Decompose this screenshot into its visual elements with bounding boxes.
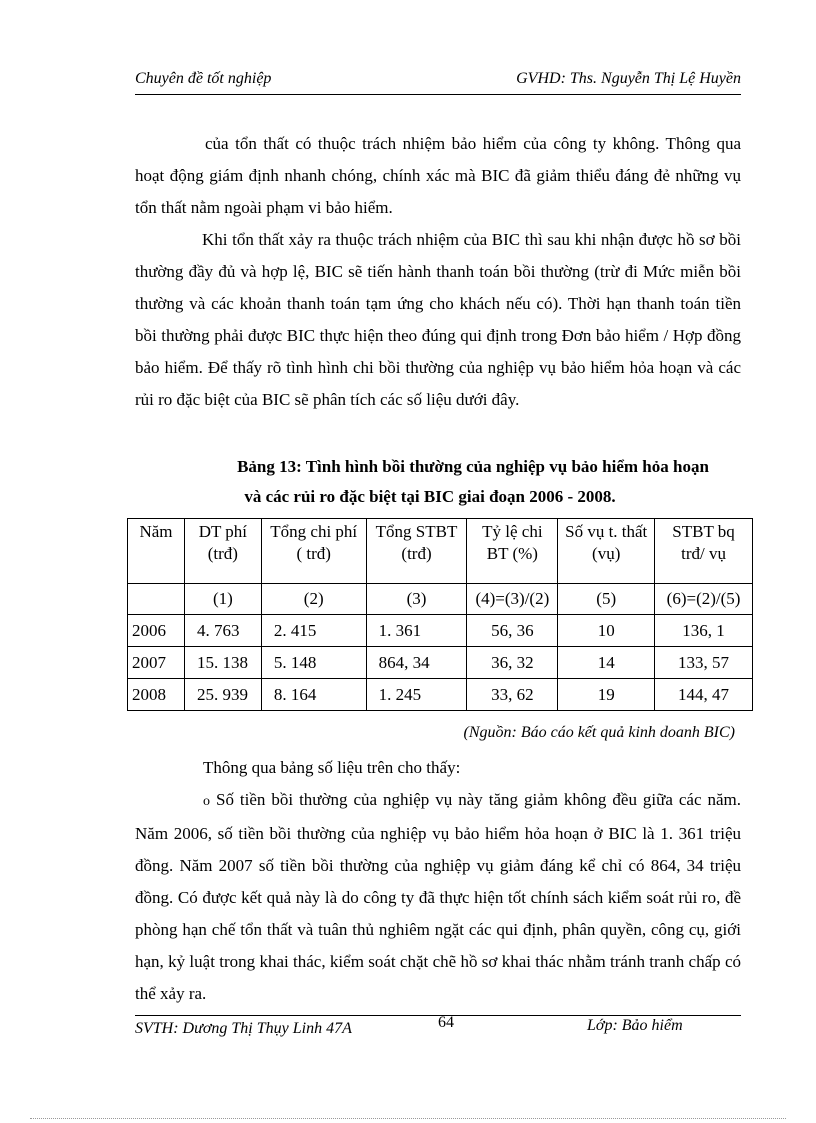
paragraph-analysis-bullet [135,784,741,1010]
column-header: Tổng chi phí ( trđ) [261,519,366,584]
table-cell: 136, 1 [655,615,753,647]
column-header: Năm [128,519,185,584]
page-header [135,70,741,92]
table-cell: 25. 939 [184,679,261,711]
paragraph-intro-analysis: Thông qua bảng số liệu trên cho thấy: [203,758,461,777]
table-cell: 2. 415 [261,615,366,647]
paragraph-claims-payment: Khi tổn thất xảy ra thuộc trách nhiệm của BIC thì sau khi nhận được hồ sơ bồi thường đầy đủ và hợp lệ, BIC sẽ tiến hành thanh toán bồi thường (trừ đi Mức miễn bồi thường và các khoản thanh toán tạm ứng cho khách nếu có). Thời hạn thanh toán tiền bồi thường phải được BIC thực hiện theo đúng qui định trong Đơn bảo hiểm / Hợp đồng bảo hiểm. Để thấy rõ tình hình chi bồi thường của nghiệp vụ bảo hiểm hỏa hoạn và các rủi ro đặc biệt của BIC sẽ phân tích các số liệu dưới đây. [135,230,741,409]
table-cell: (5) [558,584,655,615]
table-formula-row [128,584,753,615]
table-cell: 4. 763 [184,615,261,647]
table-cell: 10 [558,615,655,647]
table-cell: 2008 [128,679,185,711]
table-cell: (2) [261,584,366,615]
footer-student: SVTH: Dương Thị Thụy Linh 47A [135,1020,352,1037]
table-cell: 15. 138 [184,647,261,679]
table-cell: 33, 62 [467,679,558,711]
bullet-circle-icon: o [203,794,210,809]
table-cell: 19 [558,679,655,711]
table-cell: 864, 34 [366,647,467,679]
page-number: 64 [438,1014,454,1031]
column-header: DT phí (trđ) [184,519,261,584]
table-caption-line2: và các rủi ro đặc biệt tại BIC giai đoạn 2006 - 2008. [244,487,616,506]
header-course-title: Chuyên đề tốt nghiệp [135,70,272,87]
claims-table [127,518,753,711]
paragraph-assessment: của tổn thất có thuộc trách nhiệm bảo hiểm của công ty không. Thông qua hoạt động giám định nhanh chóng, chính xác mà BIC đã giảm thiểu đáng đẻ những vụ tổn thất nằm ngoài phạm vi bảo hiểm. [135,134,741,217]
table-row [128,615,753,647]
table-row [128,679,753,711]
table-caption-line1: Bảng 13: Tình hình bồi thường của nghiệp vụ bảo hiểm hỏa hoạn [237,457,709,476]
column-header: STBT bq trđ/ vụ [655,519,753,584]
bullet-text: Số tiền bồi thường của nghiệp vụ này tăng giảm không đều giữa các năm. Năm 2006, số tiền bồi thường của nghiệp vụ bảo hiểm hỏa hoạn ở BIC là 1. 361 triệu đồng. Năm 2007 số tiền bồi thường của nghiệp vụ giảm đáng kể chỉ có 864, 34 triệu đồng. Có được kết quả này là do công ty đã thực hiện tốt chính sách kiểm soát rủi ro, đề phòng hạn chế tổn thất và tuân thủ nghiêm ngặt các qui định, phân quyền, công cụ, giới hạn, kỷ luật trong khai thác, kiểm soát chặt chẽ hồ sơ khai thác nhằm tránh tranh chấp có thể xảy ra. [135,790,741,1003]
column-header: Số vụ t. thất (vụ) [558,519,655,584]
table-cell: 14 [558,647,655,679]
table-cell: 1. 245 [366,679,467,711]
table-cell: 8. 164 [261,679,366,711]
table-cell: (1) [184,584,261,615]
header-divider [135,94,741,95]
table-cell: 2006 [128,615,185,647]
column-header: Tổng STBT (trđ) [366,519,467,584]
table-cell: 56, 36 [467,615,558,647]
table-cell: 2007 [128,647,185,679]
header-supervisor: GVHD: Ths. Nguyễn Thị Lệ Huyền [516,70,741,87]
footer-class: Lớp: Bảo hiểm [587,1017,683,1034]
table-cell: 144, 47 [655,679,753,711]
page-break-line [30,1118,786,1119]
table-cell: 133, 57 [655,647,753,679]
table-cell: (4)=(3)/(2) [467,584,558,615]
table-cell: 5. 148 [261,647,366,679]
table-cell [128,584,185,615]
table-row [128,647,753,679]
table-cell: 1. 361 [366,615,467,647]
table-source-note: (Nguồn: Báo cáo kết quả kinh doanh BIC) [463,724,735,741]
table-cell: 36, 32 [467,647,558,679]
table-cell: (6)=(2)/(5) [655,584,753,615]
table-cell: (3) [366,584,467,615]
table-header-row [128,519,753,584]
column-header: Tỷ lệ chi BT (%) [467,519,558,584]
